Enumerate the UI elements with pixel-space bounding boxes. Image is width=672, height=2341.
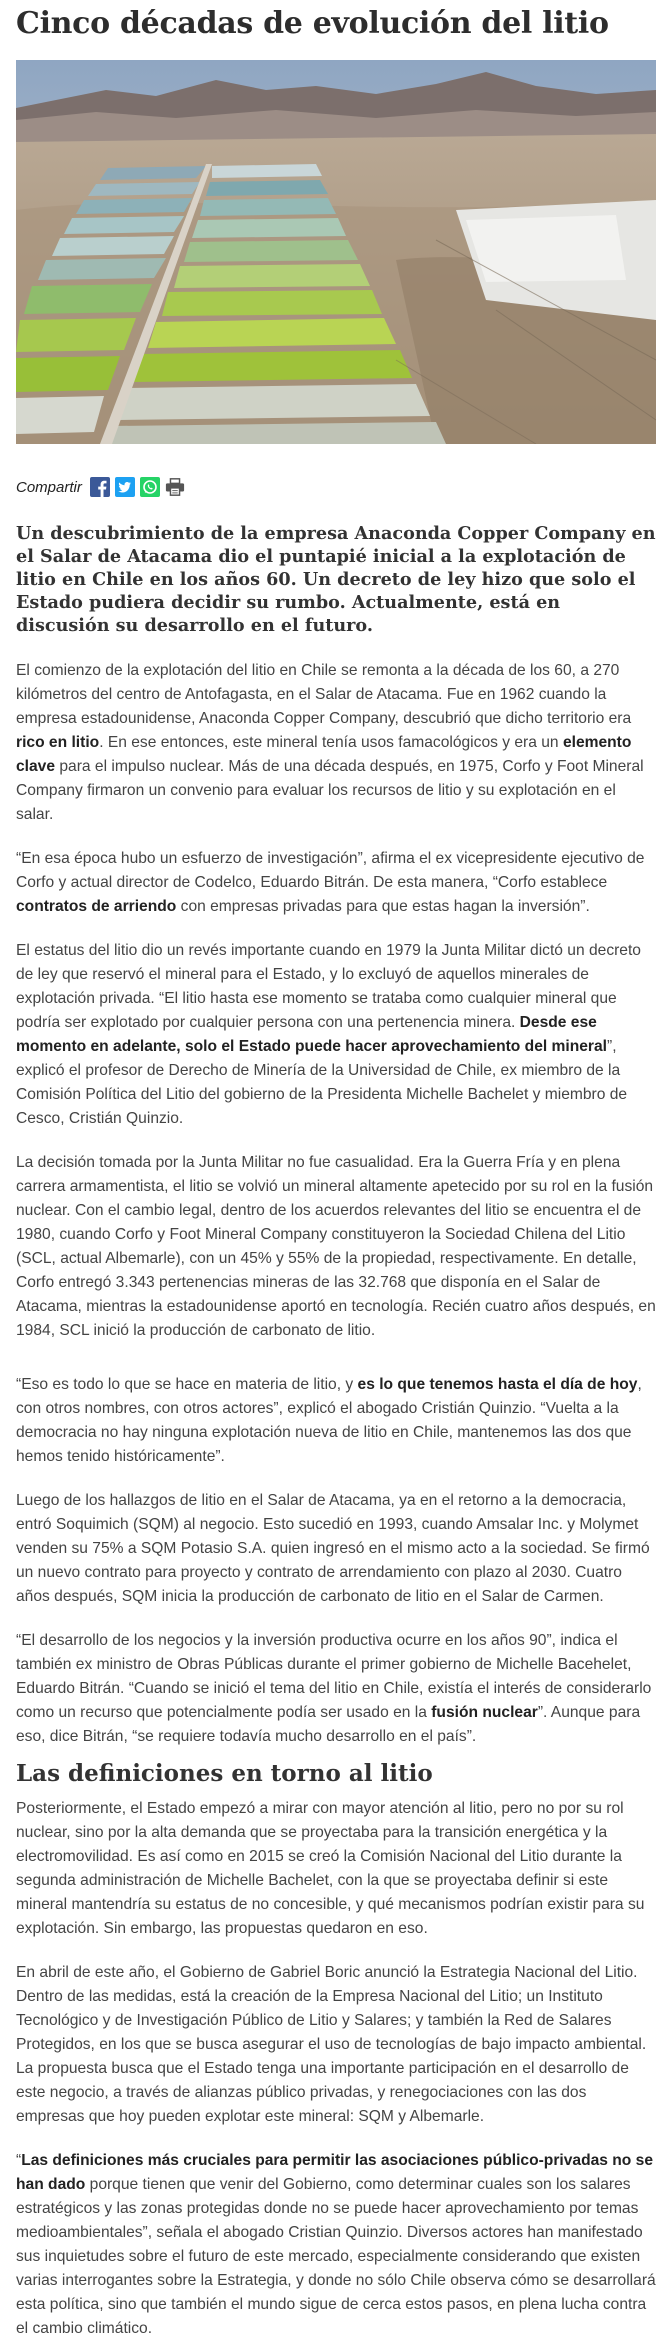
text: porque tienen que venir del Gobierno, como determinar cuales son los salares estratégicos y las zonas protegidas donde no se puede hacer aprovechamiento por temas medioambientales”, señala el abogado Cristian Quinzio. Diversos actores han manifestado sus inquietudes sobre el futuro de este mercado, especialmente considerando que existen varias interrogantes sobre la Estrategia, y donde no sólo Chile observa cómo se desarrollará esta política, sino que también el mundo sigue de cerca estos pasos, en plena lucha contra el cambio climático. — [16, 2176, 656, 2337]
hero-image — [16, 60, 656, 444]
paragraph-6: Luego de los hallazgos de litio en el Salar de Atacama, ya en el retorno a la democracia, entró Soquimich (SQM) al negocio. Esto sucedió en 1993, cuando Amsalar Inc. y Molymet venden su 75% a SQM Potasio S.A. quien ingresó en el mismo acto a la sociedad. Se firmó un nuevo contrato para proyecto y contrato de arrendamiento con plazo al 2030. Cuatro años después, SQM inicia la producción de carbonato de litio en el Salar de Carmen. — [16, 1492, 650, 1605]
text: con empresas privadas para que estas hagan la inversión”. — [176, 898, 590, 915]
text: ”, explicó el profesor de Derecho de Minería de la Universidad de Chile, ex miembro de la Comisión Política del Litio del gobierno de la Presidenta Michelle Bachelet y miembro de Cesco, Cristián Quinzio. — [16, 1038, 628, 1127]
paragraph-4: La decisión tomada por la Junta Militar no fue casualidad. Era la Guerra Fría y en plena carrera armamentista, el litio se volvió un mineral altamente apetecido por su rol en la fusión nuclear. Con el cambio legal, dentro de los acuerdos relevantes del litio se encuentra el de 1980, cuando Corfo y Foot Mineral Company constituyeron la Sociedad Chilena del Litio (SCL, actual Albemarle), con un 45% y 55% de la propiedad, respectivamente. En detalle, Corfo entregó 3.343 pertenencias mineras de las 32.768 que disponía en el Salar de Atacama, mientras la estadounidense aportó en tecnología. Recién cuatro años después, en 1984, SCL inició la producción de carbonato de litio. — [16, 1154, 656, 1339]
bold-text: elemento clave — [16, 734, 632, 775]
paragraph-8: Posteriormente, el Estado empezó a mirar con mayor atención al litio, pero no por su rol nuclear, sino por la alta demanda que se proyectaba para la transición energética y la electromovilidad. Es así como en 2015 se creó la Comisión Nacional del Litio durante la segunda administración de Michelle Bachelet, con la que se proyectaba definir si este mineral mantendría su estatus de no concesible, y qué mecanismos podrían existir para su explotación. Sin embargo, las propuestas quedaron en eso. — [16, 1800, 645, 1937]
paragraph-2 — [16, 847, 656, 919]
paragraph-7 — [16, 1629, 656, 1749]
article-title: Cinco décadas de evolución del litio — [16, 6, 609, 41]
share-label: Compartir — [16, 478, 82, 496]
bold-text: rico en litio — [16, 734, 100, 751]
text: “El desarrollo de los negocios y la inversión productiva ocurre en los años 90”, indica el también ex ministro de Obras Públicas durante el primer gobierno de Michelle Bacehelet, Eduardo Bitrán. “Cuando se inició el tema del litio en Chile, existía el interés de considerarlo como un recurso que potencialmente podía ser usado en la — [16, 1632, 652, 1721]
text: El comienzo de la explotación del litio en Chile se remonta a la década de los 60, a 270 kilómetros del centro de Antofagasta, en el Salar de Atacama. Fue en 1962 cuando la empresa estadounidense, Anaconda Copper Company, descubrió que dicho territorio era — [16, 662, 632, 727]
paragraph-3 — [16, 939, 656, 1131]
text: ”. Aunque para eso, dice Bitrán, “se requiere todavía mucho desarrollo en el país”. — [16, 1704, 641, 1745]
share-bar — [16, 474, 656, 500]
text: “ — [16, 2152, 22, 2169]
paragraph-9: En abril de este año, el Gobierno de Gabriel Boric anunció la Estrategia Nacional del Litio. Dentro de las medidas, está la creación de la Empresa Nacional del Litio; un Instituto Tecnológico y de Investigación Público de Litio y Salares; y también la Red de Salares Protegidos, en los que se busca asegurar el uso de tecnologías de bajo impacto ambiental. La propuesta busca que el Estado tenga una importante participación en el desarrollo de este negocio, a través de alianzas público privadas, y renegociaciones con las dos empresas que hoy pueden explotar este mineral: SQM y Albemarle. — [16, 1964, 647, 2125]
bold-text: contratos de arriendo — [16, 898, 177, 915]
text: El estatus del litio dio un revés importante cuando en 1979 la Junta Militar dictó un decreto de ley que reservó el mineral para el Estado, y lo excluyó de aquellos minerales de explotación privada. “El litio hasta ese momento se trataba como cualquier mineral que podría ser explotado por cualquier persona con una pertenencia minera. — [16, 942, 641, 1031]
paragraph-1 — [16, 659, 656, 827]
paragraph-10 — [16, 2149, 656, 2341]
bold-text: fusión nuclear — [431, 1704, 538, 1721]
text: “En esa época hubo un esfuerzo de investigación”, afirma el ex vicepresidente ejecutivo de Corfo y actual director de Codelco, Eduardo Bitrán. De esta manera, “Corfo establece — [16, 850, 645, 891]
bold-text: Desde ese momento en adelante, solo el Estado puede hacer aprovechamiento del mineral — [16, 1014, 607, 1055]
article-lead: Un descubrimiento de la empresa Anaconda Copper Company en el Salar de Atacama dio el puntapié inicial a la explotación de litio en Chile en los años 60. Un decreto de ley hizo que solo el Estado pudiera decidir su rumbo. Actualmente, está en discusión su desarrollo en el futuro. — [16, 523, 656, 636]
bold-text: Las definiciones más cruciales para permitir las asociaciones público-privadas no se han dado — [16, 2152, 654, 2193]
bold-text: es lo que tenemos hasta el día de hoy — [357, 1376, 638, 1393]
twitter-icon[interactable] — [115, 477, 135, 497]
print-icon[interactable] — [165, 477, 185, 497]
text: . En ese entonces, este mineral tenía usos famacológicos y era un — [99, 734, 563, 751]
whatsapp-icon[interactable] — [140, 477, 160, 497]
section-subtitle: Las definiciones en torno al litio — [16, 1760, 433, 1787]
facebook-icon[interactable] — [90, 477, 110, 497]
paragraph-5 — [16, 1373, 656, 1469]
text: , con otros nombres, con otros actores”, explicó el abogado Cristián Quinzio. “Vuelta a la democracia no hay ninguna explotación nueva de litio en Chile, mantenemos las dos que hemos tenido históricamente”. — [16, 1376, 642, 1465]
article — [0, 4, 672, 2341]
text: para el impulso nuclear. Más de una década después, en 1975, Corfo y Foot Mineral Company firmaron un convenio para evaluar los recursos de litio y su explotación en el salar. — [16, 758, 644, 823]
text: “Eso es todo lo que se hace en materia de litio, y — [16, 1376, 358, 1393]
